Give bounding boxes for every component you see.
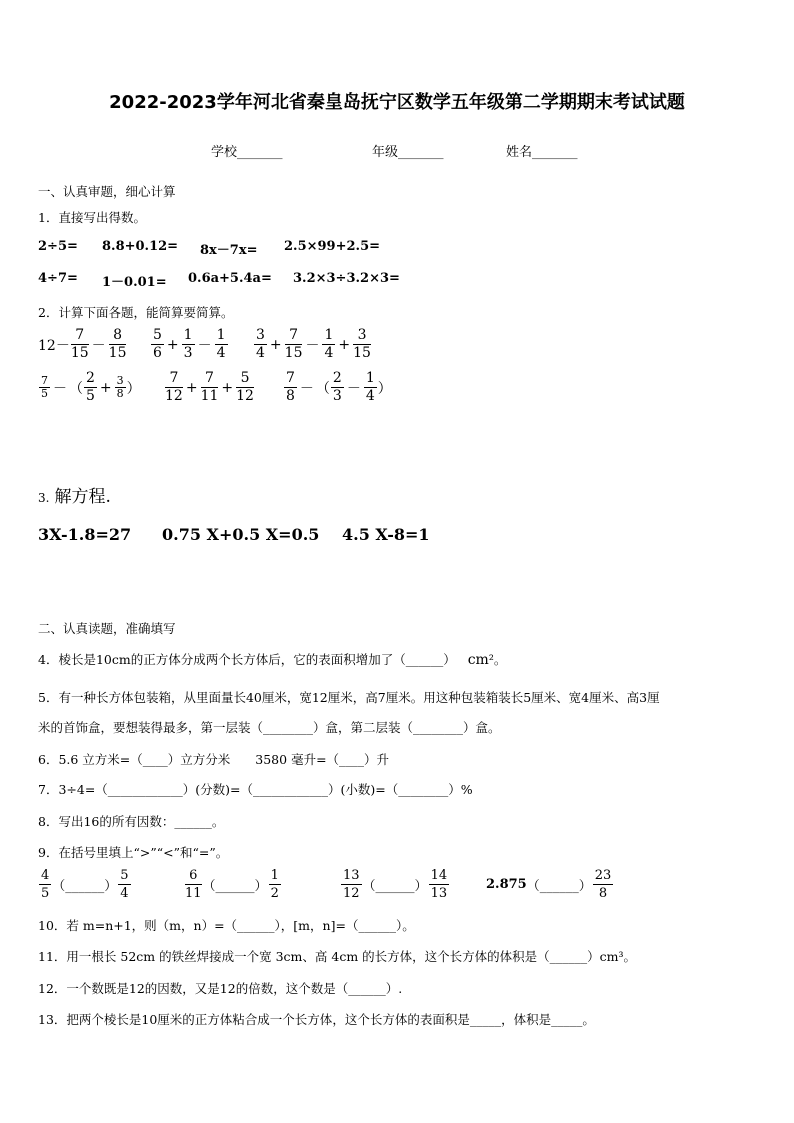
operator: + <box>221 379 234 396</box>
q1-item: 4÷7= <box>38 271 78 286</box>
operator: － <box>91 337 106 354</box>
q2-expression-1 <box>38 327 127 362</box>
q2-expression-3 <box>253 327 372 362</box>
answer-blank: （______） <box>202 879 268 894</box>
paren-open: （ <box>69 380 83 397</box>
operator: + <box>166 336 179 353</box>
operator: － <box>53 380 67 397</box>
q1-item: 8x－7x= <box>200 243 258 258</box>
fraction: 23 8 <box>594 868 612 901</box>
q1-item: 1－0.01= <box>102 275 167 290</box>
q1-item: 2÷5= <box>38 239 78 254</box>
fraction: 1 4 <box>365 370 375 404</box>
fraction: 1 4 <box>324 327 334 361</box>
fraction: 7 5 <box>41 374 48 400</box>
answer-blank: （______） <box>526 879 592 894</box>
fraction: $\frac{5}{12}$ <box>236 370 254 404</box>
q9-pair-4 <box>486 867 614 902</box>
q8-text: 8．写出16的所有因数：______。 <box>38 814 225 829</box>
equation: 3X-1.8=27 <box>38 525 132 544</box>
operator: － <box>346 380 361 397</box>
q1-item: 3.2×3÷3.2×3= <box>293 271 400 286</box>
page-title: 2022-2023学年河北省秦皇岛抚宁区数学五年级第二学期期末考试试题 <box>109 92 685 113</box>
school-field: 学校_______ <box>211 145 283 160</box>
fraction: 6 11 <box>185 868 202 901</box>
q4-body: 4．棱长是10cm的正方体分成两个长方体后，它的表面积增加了（______） <box>38 652 456 667</box>
section-1-heading: 一、认真审题，细心计算 <box>38 184 176 199</box>
fraction: 3 4 <box>256 327 265 361</box>
paren-close: ） <box>377 380 392 397</box>
q5-line-2: 米的首饰盒，要想装得最多，第一层装（________）盒，第二层装（________）盒。 <box>38 720 501 735</box>
q9-label: 9．在括号里填上“>”“<”和“=”。 <box>38 845 229 860</box>
fraction: 1 4 <box>216 327 226 361</box>
q10-text: 10．若 m=n+1，则（m，n）=（______），[m，n]=（______）。 <box>38 918 415 933</box>
q2-expression-6 <box>283 370 392 405</box>
operator: － <box>197 337 212 354</box>
decimal-value: 2.875 <box>486 877 527 892</box>
fraction: 1 2 <box>270 868 279 901</box>
expr-text: 12－ <box>38 337 70 354</box>
q6-text: 6．5.6 立方米=（____）立方分米 3580 毫升=（____）升 <box>38 752 390 767</box>
q9-pair-3 <box>340 867 450 902</box>
q2-expression-2 <box>150 327 229 362</box>
fraction: $\frac{7}{15}$ <box>284 327 303 361</box>
answer-blank: （______） <box>52 879 118 894</box>
operator: + <box>338 336 351 353</box>
q2-expression-5 <box>164 370 255 405</box>
fraction: 8 15 <box>108 327 127 361</box>
fraction: $\frac{1}{3}$ <box>183 327 193 361</box>
q3-title: 解方程. <box>54 487 111 507</box>
q12-text: 12．一个数既是12的因数，又是12的倍数，这个数是（______）. <box>38 981 403 996</box>
fraction: 7 15 <box>70 327 89 361</box>
q2-expression-4 <box>38 370 141 405</box>
q9-pair-1 <box>38 867 132 902</box>
answer-blank: （______） <box>362 879 428 894</box>
fraction: 2 3 <box>332 370 342 404</box>
q9-pair-2 <box>184 867 282 902</box>
q1-item: 8.8+0.12= <box>102 239 179 254</box>
fraction: 7 12 <box>165 370 183 404</box>
q1-label: 1．直接写出得数。 <box>38 210 146 225</box>
unit: cm <box>467 652 489 668</box>
equation: 0.75 X+0.5 X=0.5 <box>162 525 320 544</box>
operator: + <box>269 336 282 353</box>
q2-label: 2．计算下面各题，能简算要简算。 <box>38 305 234 320</box>
q7-text: 7．3÷4=（____________）(分数)=（____________）(小数)=（________）% <box>38 782 473 797</box>
fraction: 7 8 <box>286 370 295 404</box>
fraction: $\frac{3}{15}$ <box>353 327 371 361</box>
operator: － <box>305 337 320 354</box>
q3-label <box>38 482 111 507</box>
paren-open: （ <box>315 380 330 397</box>
q1-item: 2.5×99+2.5= <box>284 239 381 254</box>
fraction: 14 13 <box>430 868 448 901</box>
name-field: 姓名_______ <box>506 145 578 160</box>
fraction: 13 12 <box>343 868 360 901</box>
paren-close: ） <box>126 380 141 397</box>
q3-number: 3. <box>38 491 50 505</box>
q1-item: 0.6a+5.4a= <box>188 271 272 286</box>
fraction: 4 5 <box>41 868 50 901</box>
q4-text <box>38 650 506 668</box>
equation: 4.5 X-8=1 <box>342 525 430 544</box>
q4-tail: ²。 <box>488 652 507 667</box>
fraction: 5 4 <box>120 868 129 901</box>
grade-field: 年级_______ <box>372 145 444 160</box>
fraction: $\frac{3}{8}$ <box>116 374 124 400</box>
section-2-heading: 二、认真读题，准确填写 <box>38 621 176 636</box>
operator: + <box>185 379 198 396</box>
fraction: $\frac{7}{11}$ <box>200 370 219 404</box>
q13-text: 13．把两个棱长是10厘米的正方体粘合成一个长方体，这个长方体的表面积是_____，体积是_____。 <box>38 1012 595 1027</box>
fraction: 2 5 <box>86 370 95 404</box>
q5-line-1: 5．有一种长方体包装箱，从里面量长40厘米，宽12厘米，高7厘米。用这种包装箱装长5厘米、宽4厘米、高3厘 <box>38 690 660 705</box>
operator: － <box>299 380 314 397</box>
operator: + <box>99 379 112 396</box>
fraction: 5 6 <box>153 327 162 361</box>
q11-text: 11．用一根长 52cm 的铁丝焊接成一个宽 3cm、高 4cm 的长方体，这个长方体的体积是（______）cm³。 <box>38 949 637 964</box>
